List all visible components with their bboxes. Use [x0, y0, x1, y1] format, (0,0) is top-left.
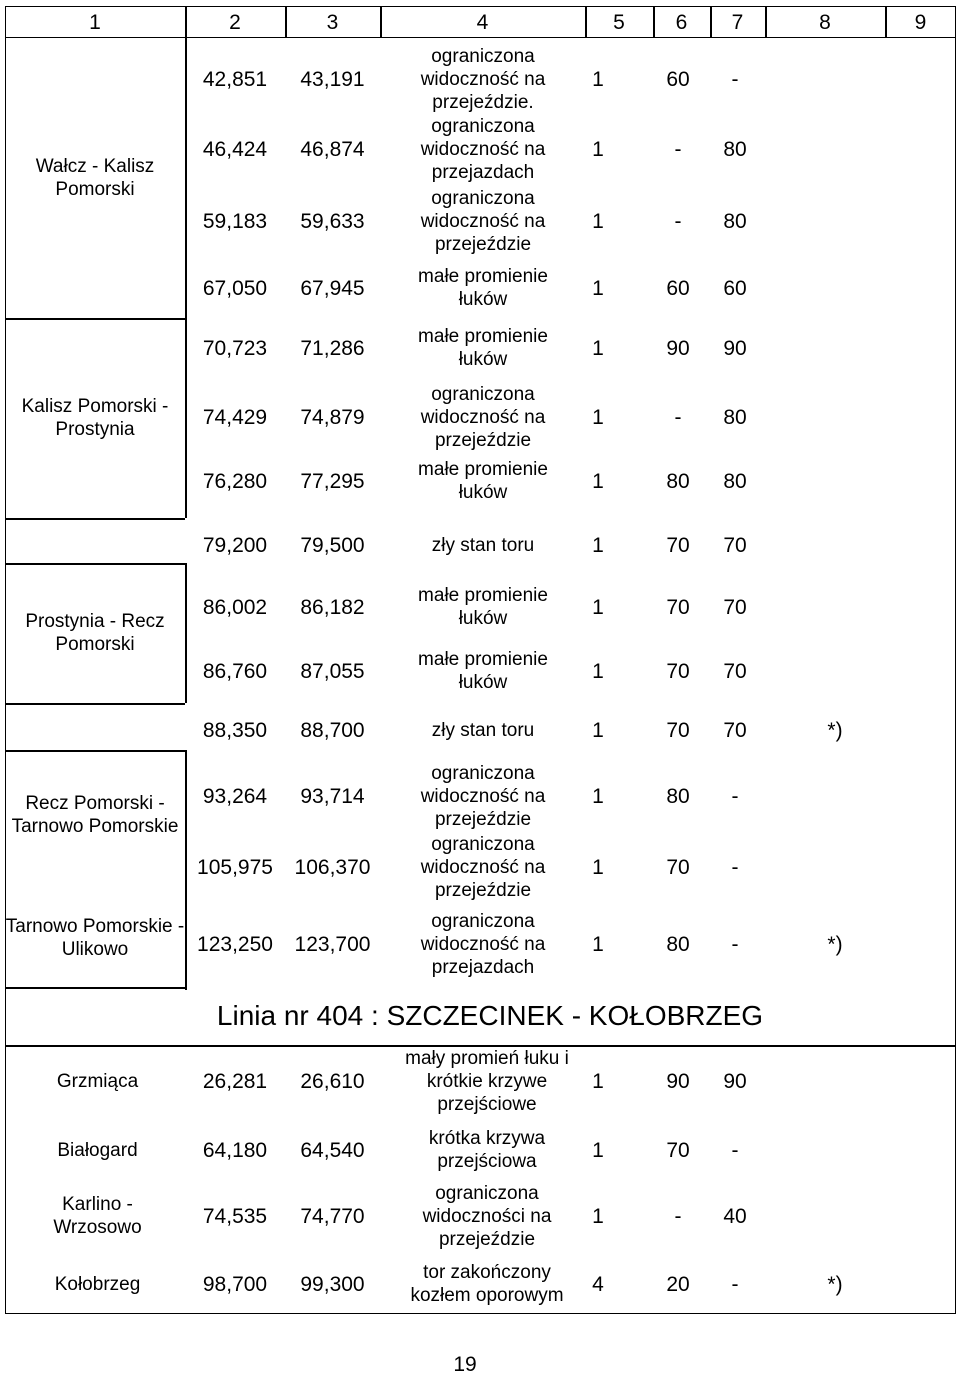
row-from: 105,975 [197, 855, 273, 879]
row-c7: 60 [723, 276, 747, 300]
row-reason: ograniczona widoczność na przejeździe [420, 383, 546, 451]
row-reason: ograniczona widoczność na przejeździe [420, 833, 546, 901]
row2-reason: mały promień łuku i krótkie krzywe przejściowe [405, 1047, 569, 1115]
row-c5: 1 [592, 405, 604, 429]
row-c6: - [674, 137, 682, 161]
row-c7: 90 [723, 336, 747, 360]
row-c9 [800, 520, 870, 570]
row2-to: 26,610 [300, 1069, 365, 1093]
row-c9: *) [827, 932, 843, 956]
row-c7: 70 [723, 718, 747, 742]
row-c9 [800, 382, 870, 452]
group-name-kalisz: Kalisz Pomorski - Prostynia [21, 396, 169, 440]
row-reason: małe promienie łuków [418, 326, 548, 370]
row2-c7: - [731, 1138, 739, 1162]
row-c5: 1 [592, 718, 604, 742]
row-to: 46,874 [300, 137, 365, 161]
row-c6: 80 [666, 932, 690, 956]
row-c7: - [731, 932, 739, 956]
row-c6: 60 [666, 276, 690, 300]
row-c6: 60 [666, 67, 690, 91]
row-c9 [800, 832, 870, 902]
section-title: Linia nr 404 : SZCZECINEK - KOŁOBRZEG [216, 999, 764, 1031]
row-to: 106,370 [294, 855, 371, 879]
row-from: 86,760 [202, 659, 268, 683]
row2-to: 99,300 [300, 1272, 365, 1296]
row2-from: 98,700 [202, 1272, 268, 1296]
row-c9 [800, 454, 870, 508]
row-from: 86,002 [202, 595, 268, 619]
row-reason: ograniczona widoczność na przejeździe [420, 762, 546, 830]
row-reason: małe promienie łuków [418, 459, 548, 503]
row2-c5: 1 [592, 1138, 604, 1162]
row2-c9 [800, 1120, 870, 1180]
row-to: 86,182 [300, 595, 365, 619]
header-col-1: 1 [89, 10, 101, 34]
row2-from: 74,535 [202, 1204, 268, 1228]
row2-from: 26,281 [202, 1069, 268, 1093]
row-c7: 70 [723, 659, 747, 683]
row-c6: 70 [666, 533, 690, 557]
row2-c5: 1 [592, 1069, 604, 1093]
row-c7: 80 [723, 209, 747, 233]
row-c5: 1 [592, 276, 604, 300]
header-col-2: 2 [229, 10, 241, 34]
rule [5, 987, 185, 989]
row-to: 77,295 [300, 469, 365, 493]
row-from: 79,200 [202, 533, 268, 557]
row2-c7: 40 [723, 1204, 747, 1228]
row-reason: ograniczona widoczność na przejazdach [420, 910, 546, 978]
row-to: 43,191 [300, 67, 365, 91]
header-col-3: 3 [326, 10, 339, 34]
group-name-recz: Recz Pomorski - Tarnowo Pomorskie [11, 793, 179, 837]
row-c5: 1 [592, 67, 604, 91]
row-from: 74,429 [202, 405, 268, 429]
row2-reason: krótka krzywa przejściowa [428, 1128, 546, 1172]
row-c7: 70 [723, 595, 747, 619]
header-col-8: 8 [819, 10, 831, 34]
row-to: 93,714 [300, 784, 365, 808]
row-c9 [800, 576, 870, 638]
row-c7: 70 [723, 533, 747, 557]
row2-name: Grzmiąca [56, 1070, 139, 1092]
row-from: 59,183 [202, 209, 268, 233]
row2-c6: 20 [666, 1272, 690, 1296]
row2-name: Karlino - Wrzosowo [53, 1194, 142, 1238]
row2-to: 64,540 [300, 1138, 365, 1162]
header-col-4: 4 [476, 10, 489, 34]
row-from: 93,264 [202, 784, 268, 808]
row-to: 59,633 [300, 209, 365, 233]
row-from: 46,424 [202, 137, 268, 161]
group-name-walcz: Wałcz - Kalisz Pomorski [35, 156, 155, 200]
page-number: 19 [453, 1352, 477, 1376]
row-to: 67,945 [300, 276, 365, 300]
row-from: 70,723 [202, 336, 268, 360]
row-from: 42,851 [202, 67, 268, 91]
row-c9 [800, 44, 870, 114]
header-col-6: 6 [675, 10, 688, 34]
row2-name: Kołobrzeg [54, 1273, 141, 1295]
row-c5: 1 [592, 469, 604, 493]
row2-reason: ograniczona widoczności na przejeździe [422, 1182, 552, 1250]
row-c6: 80 [666, 784, 690, 808]
row2-c6: - [674, 1204, 682, 1228]
row2-c5: 4 [592, 1272, 604, 1296]
row2-reason: tor zakończony kozłem oporowym [410, 1262, 564, 1306]
row-reason: zły stan toru [431, 534, 535, 556]
row-c7: 80 [723, 469, 747, 493]
row-c9 [800, 186, 870, 256]
row2-c7: - [731, 1272, 739, 1296]
row-c5: 1 [592, 855, 604, 879]
row-c9 [800, 322, 870, 374]
row-c7: 80 [723, 137, 747, 161]
row2-c9 [800, 1182, 870, 1250]
row-c5: 1 [592, 932, 604, 956]
rule [5, 703, 185, 705]
row-c5: 1 [592, 336, 604, 360]
row-c7: 80 [723, 405, 747, 429]
row-to: 71,286 [300, 336, 365, 360]
row-c9 [800, 114, 870, 184]
row-to: 87,055 [300, 659, 365, 683]
group-name-tarnowo: Tarnowo Pomorskie - Ulikowo [5, 915, 185, 960]
row-c5: 1 [592, 784, 604, 808]
row-c6: 70 [666, 855, 690, 879]
row2-c5: 1 [592, 1204, 604, 1228]
row-reason: zły stan toru [431, 719, 535, 741]
rule [5, 518, 185, 520]
row-reason: ograniczona widoczność na przejeździe. [420, 45, 546, 113]
row-from: 67,050 [202, 276, 268, 300]
row-from: 76,280 [202, 469, 268, 493]
row2-c6: 90 [666, 1069, 690, 1093]
row-c5: 1 [592, 137, 604, 161]
row-from: 123,250 [197, 932, 273, 956]
row-c7: - [731, 67, 739, 91]
row-reason: małe promienie łuków [418, 266, 548, 310]
row-c6: 70 [666, 595, 690, 619]
header-col-7: 7 [731, 10, 744, 34]
row-reason: ograniczona widoczność na przejeździe [420, 187, 546, 255]
row2-c6: 70 [666, 1138, 690, 1162]
row-reason: ograniczona widoczność na przejazdach [420, 115, 546, 183]
header-col-9: 9 [914, 10, 927, 34]
row-c5: 1 [592, 659, 604, 683]
header-col-5: 5 [613, 10, 625, 34]
row-c6: 70 [666, 718, 690, 742]
row2-c7: 90 [723, 1069, 747, 1093]
row-to: 74,879 [300, 405, 365, 429]
row-c6: 80 [666, 469, 690, 493]
row2-c9: *) [827, 1272, 843, 1296]
row-c9: *) [827, 718, 843, 742]
row2-c9 [800, 1050, 870, 1112]
row2-from: 64,180 [202, 1138, 268, 1162]
row-reason: małe promienie łuków [418, 585, 548, 629]
row-to: 79,500 [300, 533, 365, 557]
row-c7: - [731, 855, 739, 879]
row-to: 88,700 [300, 718, 365, 742]
row-c5: 1 [592, 595, 604, 619]
row2-name: Białogard [57, 1139, 138, 1161]
row-c5: 1 [592, 533, 604, 557]
row-to: 123,700 [294, 932, 371, 956]
row-c9 [800, 758, 870, 834]
row-c9 [800, 640, 870, 702]
row-c6: 70 [666, 659, 690, 683]
row-c5: 1 [592, 209, 604, 233]
row-c9 [800, 262, 870, 314]
group-name-prostynia: Prostynia - Recz Pomorski [25, 611, 165, 655]
row-c6: - [674, 405, 682, 429]
row-c6: 90 [666, 336, 690, 360]
row-c7: - [731, 784, 739, 808]
row-from: 88,350 [202, 718, 268, 742]
row2-to: 74,770 [300, 1204, 365, 1228]
row-c6: - [674, 209, 682, 233]
row-reason: małe promienie łuków [418, 649, 548, 693]
